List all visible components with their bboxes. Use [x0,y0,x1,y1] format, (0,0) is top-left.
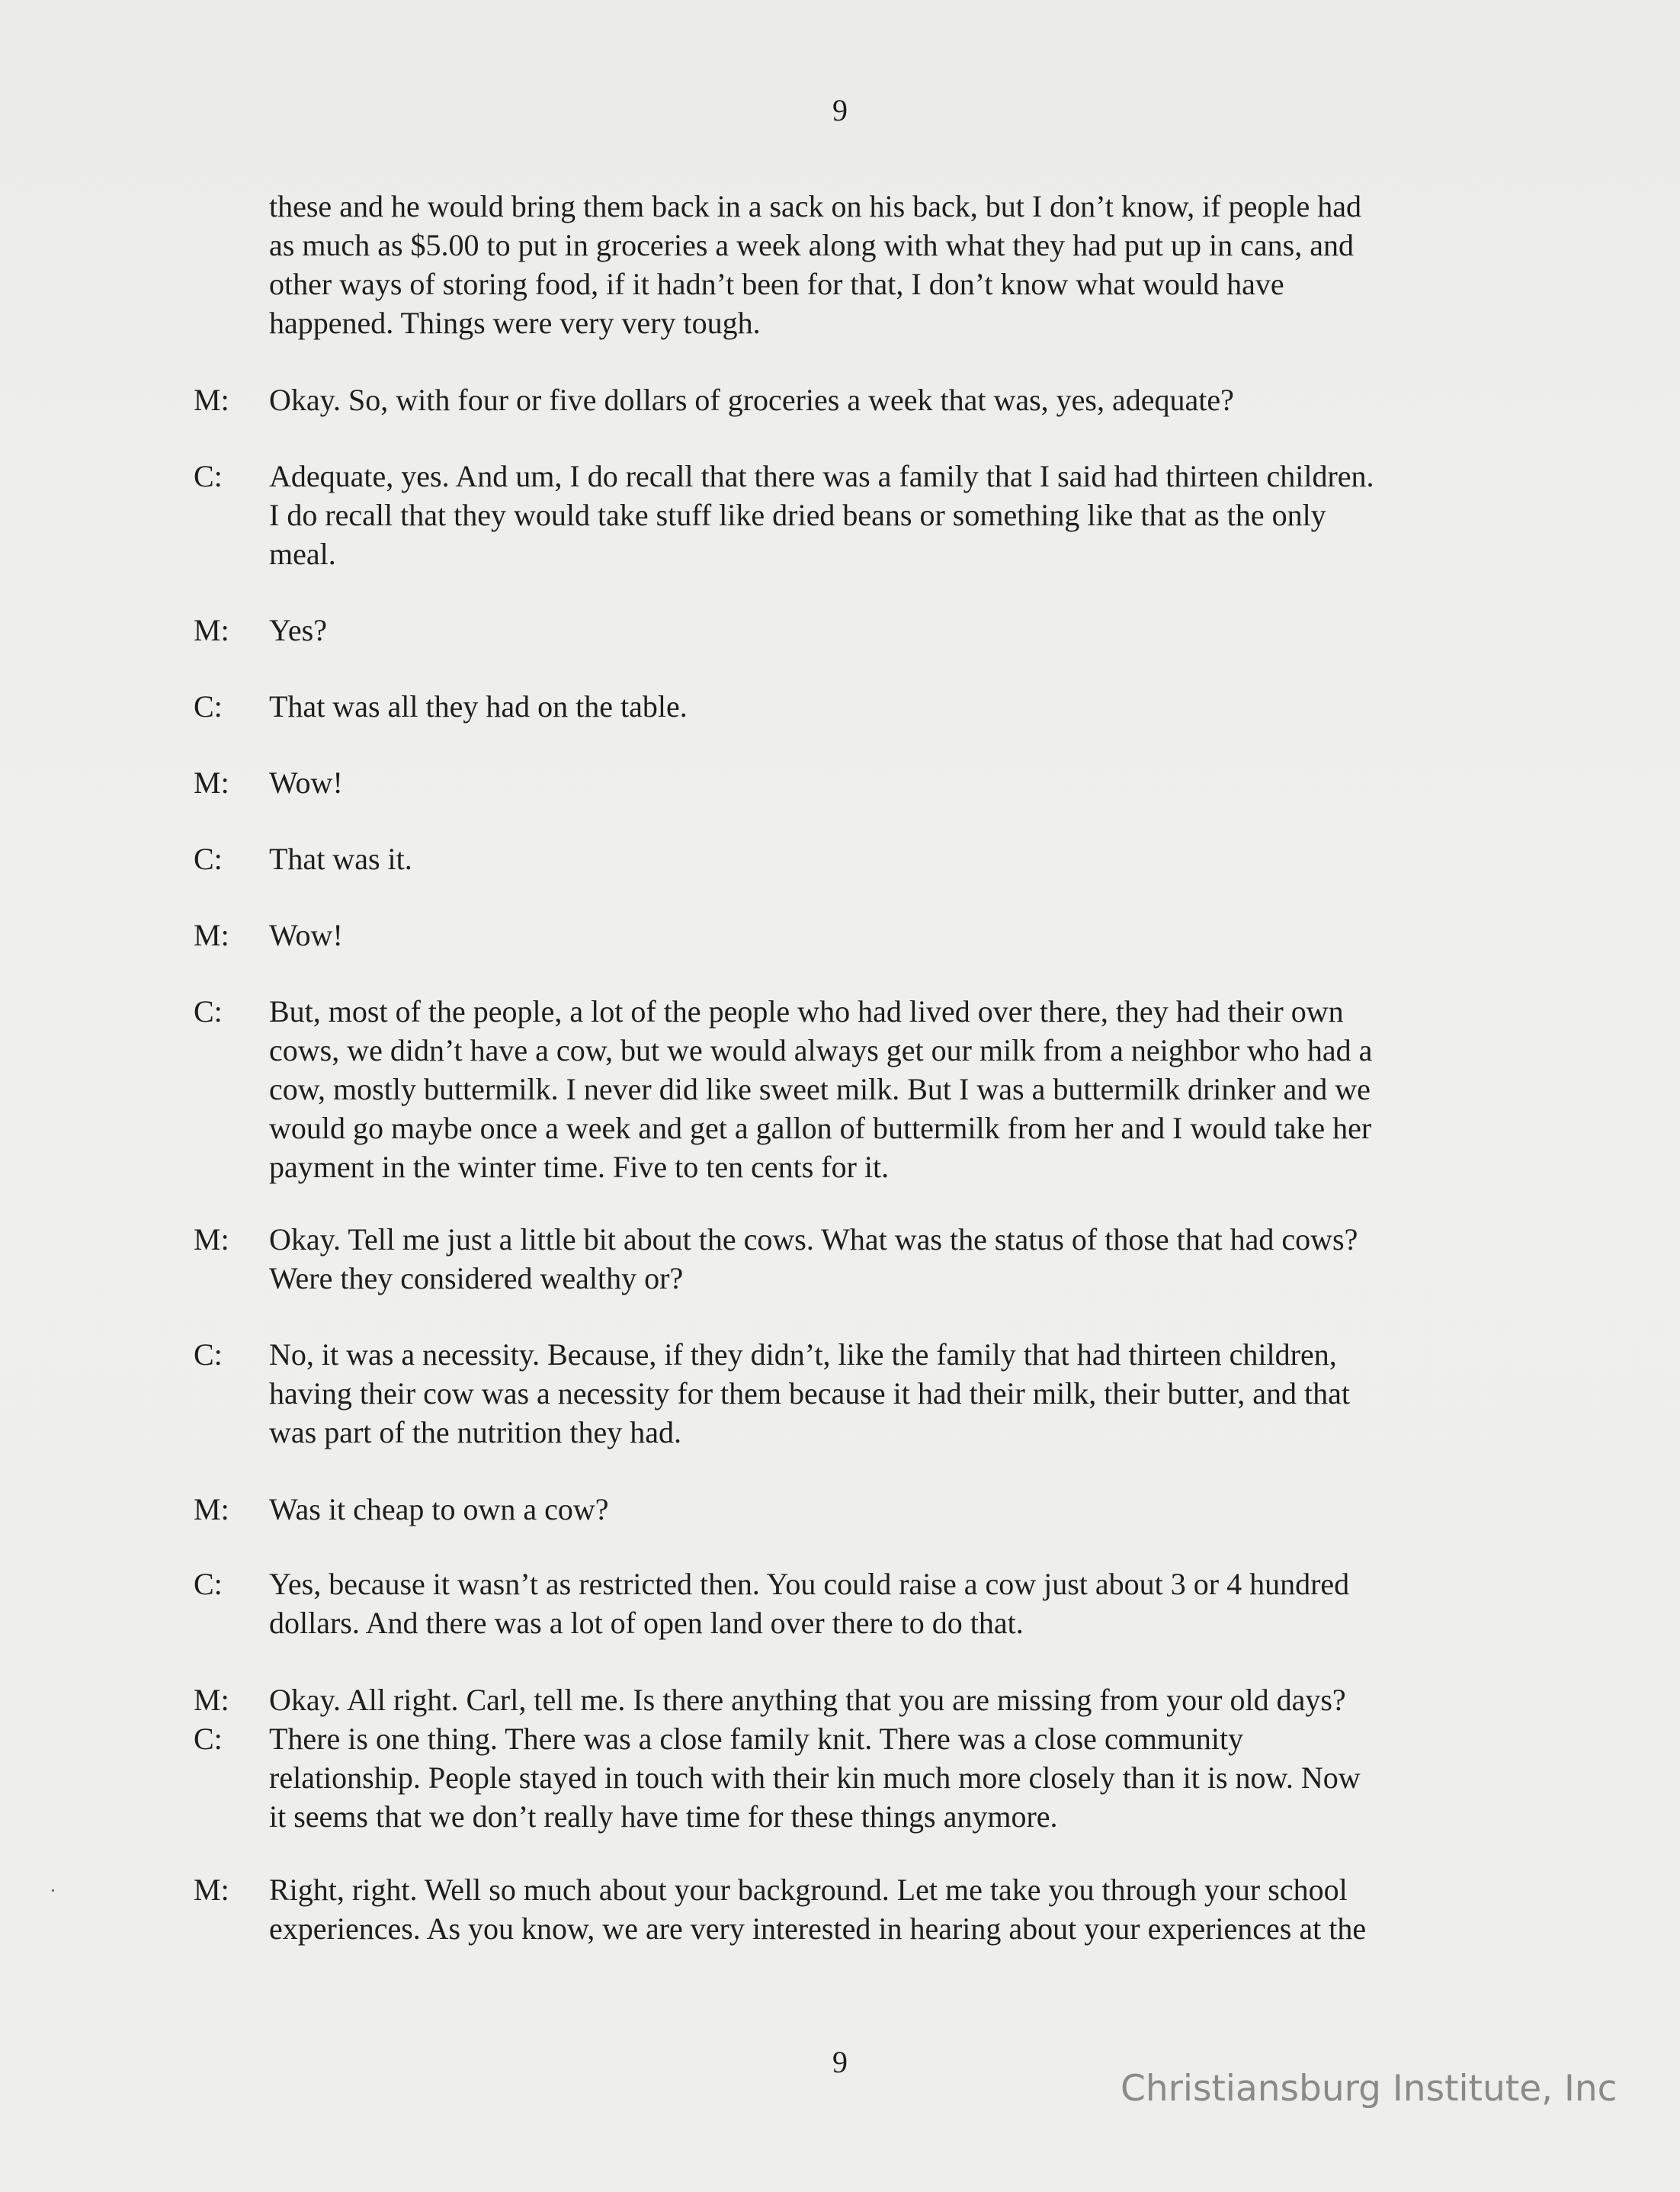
text-line: There is one thing. There was a close family knit. There was a close community [269,1722,1244,1756]
transcript-turn [194,1719,1512,1836]
speaker-label: C: [194,1722,223,1756]
text-line: Yes, because it wasn’t as restricted then. You could raise a cow just about 3 or 4 hundred [269,1567,1350,1601]
transcript-turn [194,763,1512,802]
text-line: Yes? [269,613,327,647]
transcript-turn [194,687,1512,726]
text-line: would go maybe once a week and get a gallon of buttermilk from her and I would take her [269,1111,1372,1145]
utterance [269,1870,1512,1948]
utterance [269,457,1512,573]
utterance [269,1335,1512,1452]
transcript-turn [194,457,1512,573]
text-line: dollars. And there was a lot of open land over there to do that. [269,1606,1024,1640]
utterance [269,1719,1512,1836]
transcript-turn [194,380,1512,419]
speaker-label: C: [194,1567,223,1601]
text-line: That was all they had on the table. [269,689,688,724]
text-line: Wow! [269,918,343,952]
text-line: Okay. All right. Carl, tell me. Is there anything that you are missing from your old days? [269,1683,1346,1717]
speaker-label: M: [194,765,229,800]
transcript-turn [194,1335,1512,1452]
speaker-label: C: [194,1337,223,1372]
continuation-paragraph [269,187,1504,342]
text-line: it seems that we don’t really have time for these things anymore. [269,1799,1058,1834]
utterance [269,916,1512,955]
transcript-turn [194,839,1512,878]
text-line: cows, we didn’t have a cow, but we would always get our milk from a neighbor who had a [269,1033,1373,1067]
transcript-turn [194,611,1512,650]
text-line: Okay. Tell me just a little bit about the cows. What was the status of those that had cows? [269,1222,1358,1256]
transcript-turn [194,1220,1512,1298]
text-line: these and he would bring them back in a sack on his back, but I don’t know, if people had [269,189,1361,223]
speaker-label: C: [194,994,223,1029]
text-line: cow, mostly buttermilk. I never did like sweet milk. But I was a buttermilk drinker and we [269,1072,1371,1106]
speaker-label: C: [194,689,223,724]
text-line: Adequate, yes. And um, I do recall that there was a family that I said had thirteen children. [269,459,1374,493]
text-line: payment in the winter time. Five to ten cents for it. [269,1150,890,1184]
text-line: Right, right. Well so much about your background. Let me take you through your school [269,1873,1348,1907]
text-line: meal. [269,537,336,571]
text-line: was part of the nutrition they had. [269,1415,681,1449]
page-number-top: 9 [832,93,848,127]
scan-speck [52,1889,54,1892]
transcript-turn [194,1680,1512,1719]
utterance [269,1220,1512,1298]
text-line: No, it was a necessity. Because, if they didn’t, like the family that had thirteen children, [269,1337,1337,1372]
text-line: I do recall that they would take stuff like dried beans or something like that as the only [269,498,1326,532]
text-line: That was it. [269,842,412,876]
transcript-turn [194,916,1512,955]
utterance [269,380,1512,419]
text-line: Wow! [269,765,343,800]
speaker-label: M: [194,918,229,952]
utterance [269,687,1512,726]
utterance [269,763,1512,802]
transcript-turn [194,1870,1512,1948]
speaker-label: M: [194,613,229,647]
speaker-label: M: [194,1873,229,1907]
utterance [269,992,1512,1186]
speaker-label: M: [194,1683,229,1717]
page-number-bottom: 9 [832,2045,848,2079]
transcript-turn [194,992,1512,1186]
text-line: relationship. People stayed in touch with their kin much more closely than it is now. Now [269,1760,1361,1795]
transcript-turn [194,1565,1512,1642]
text-line: as much as $5.00 to put in groceries a week along with what they had put up in cans, and [269,228,1354,262]
utterance [269,1490,1512,1529]
utterance [269,1680,1512,1719]
speaker-label: M: [194,383,229,417]
text-line: Okay. So, with four or five dollars of groceries a week that was, yes, adequate? [269,383,1234,417]
transcript-turn [194,1490,1512,1529]
text-line: Was it cheap to own a cow? [269,1492,609,1526]
utterance [269,611,1512,650]
speaker-label: C: [194,842,223,876]
utterance [269,839,1512,878]
text-line: Were they considered wealthy or? [269,1261,684,1295]
text-line: happened. Things were very very tough. [269,306,761,340]
speaker-label: M: [194,1222,229,1256]
text-line: other ways of storing food, if it hadn’t been for that, I don’t know what would have [269,267,1284,301]
speaker-label: C: [194,459,223,493]
utterance [269,1565,1512,1642]
text-line: having their cow was a necessity for them because it had their milk, their butter, and that [269,1376,1350,1411]
speaker-label: M: [194,1492,229,1526]
text-line: experiences. As you know, we are very interested in hearing about your experiences at the [269,1911,1367,1946]
watermark: Christiansburg Institute, Inc [1121,2068,1617,2110]
text-line: But, most of the people, a lot of the people who had lived over there, they had their own [269,994,1344,1029]
